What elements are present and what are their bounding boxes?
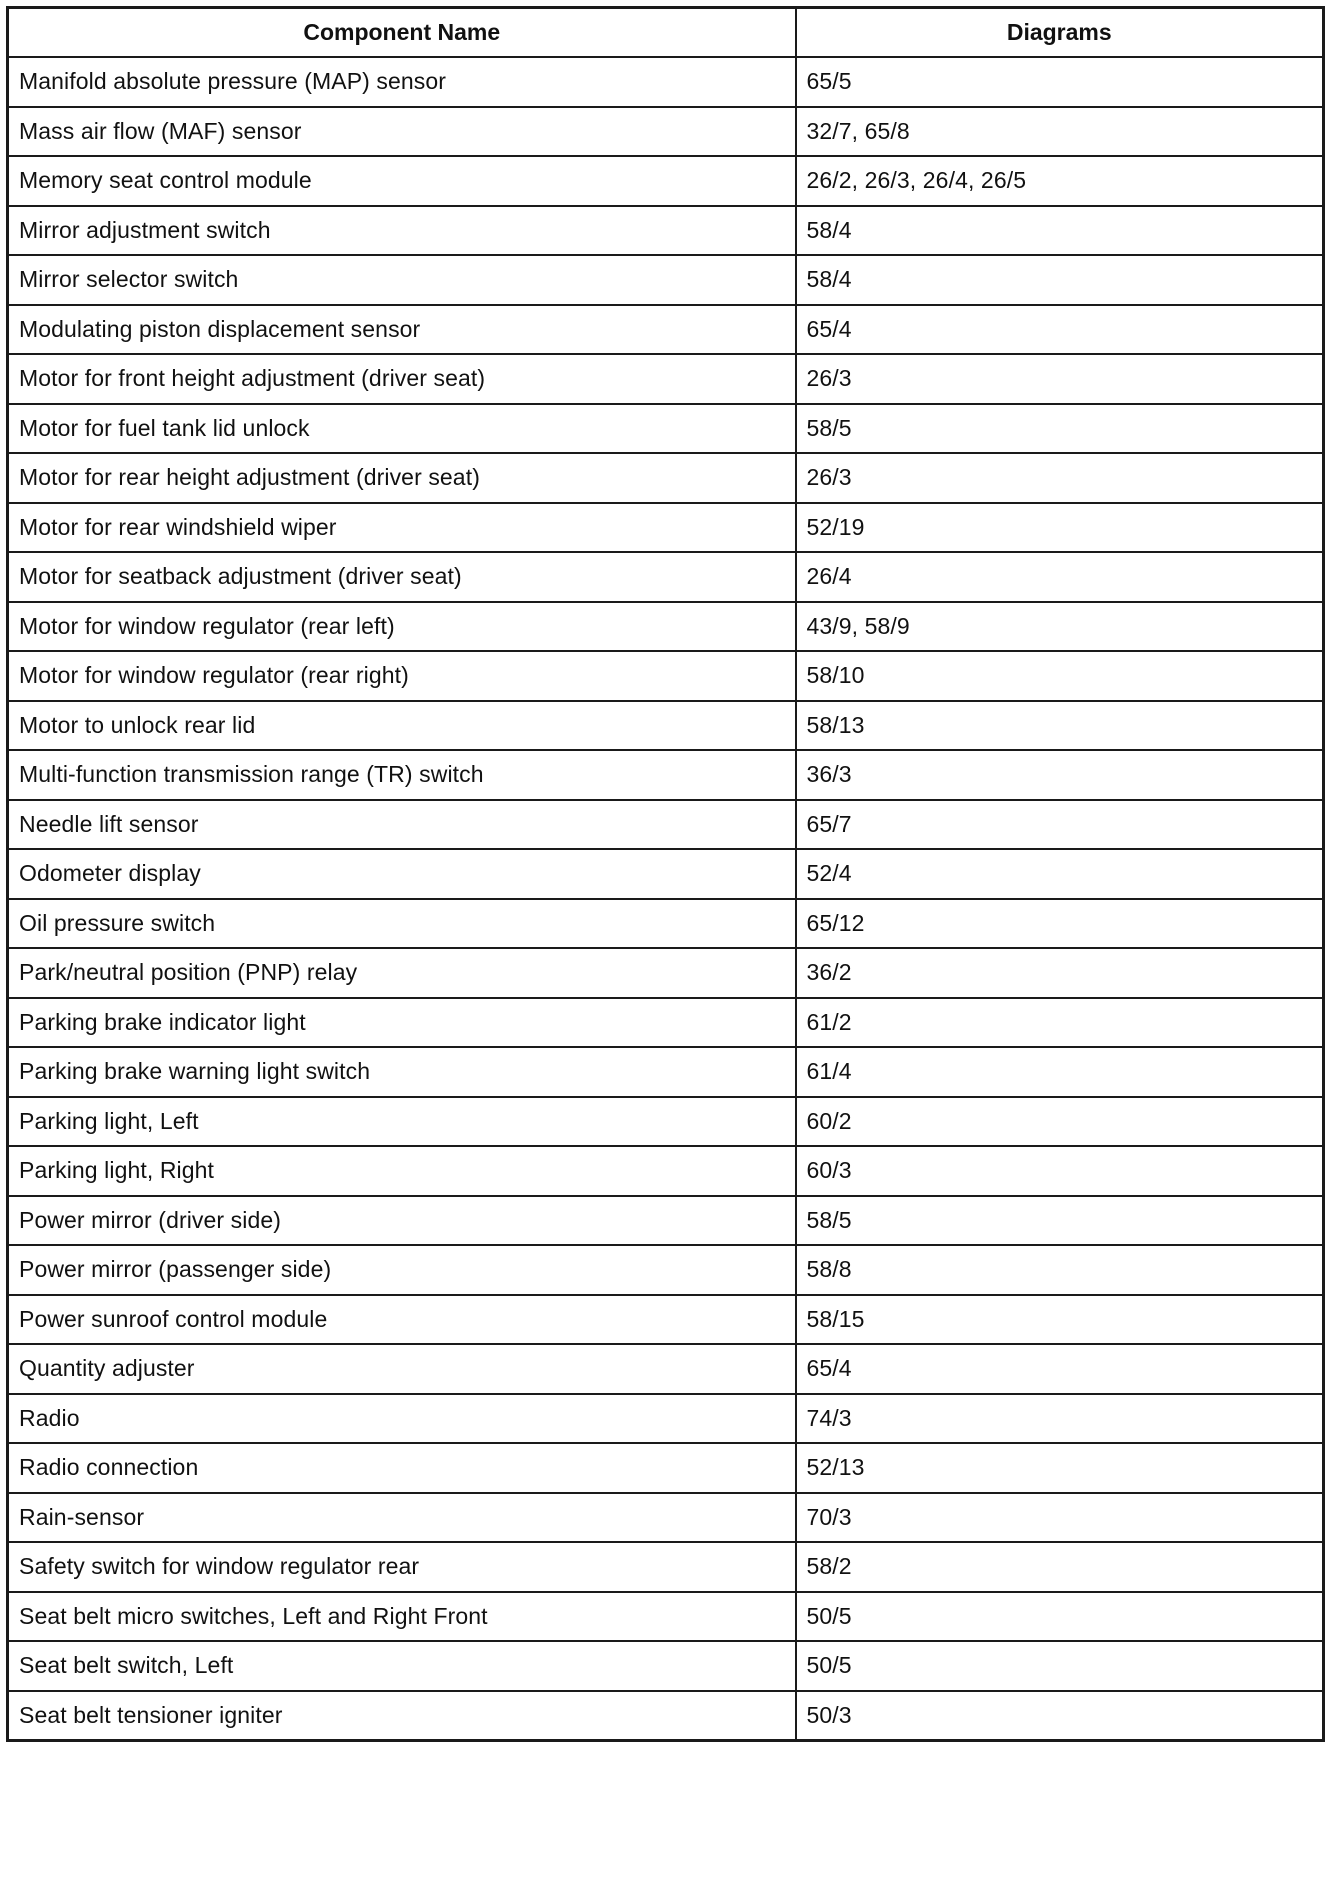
diagrams-cell: 60/3 <box>796 1146 1324 1196</box>
component-name-cell: Quantity adjuster <box>8 1344 796 1394</box>
diagrams-cell: 58/5 <box>796 404 1324 454</box>
table-row <box>8 1146 1324 1196</box>
component-name-cell: Parking light, Right <box>8 1146 796 1196</box>
diagrams-cell: 58/4 <box>796 255 1324 305</box>
diagrams-cell: 58/8 <box>796 1245 1324 1295</box>
diagrams-cell: 65/4 <box>796 305 1324 355</box>
diagrams-cell: 58/5 <box>796 1196 1324 1246</box>
component-name-cell: Multi-function transmission range (TR) switch <box>8 750 796 800</box>
diagrams-cell: 58/4 <box>796 206 1324 256</box>
component-name-cell: Motor for window regulator (rear right) <box>8 651 796 701</box>
component-name-cell: Seat belt tensioner igniter <box>8 1691 796 1741</box>
diagrams-cell: 26/4 <box>796 552 1324 602</box>
diagrams-cell: 32/7, 65/8 <box>796 107 1324 157</box>
component-name-cell: Radio connection <box>8 1443 796 1493</box>
diagrams-cell: 65/12 <box>796 899 1324 949</box>
component-name-cell: Parking brake warning light switch <box>8 1047 796 1097</box>
table-row <box>8 404 1324 454</box>
diagrams-cell: 60/2 <box>796 1097 1324 1147</box>
component-name-cell: Oil pressure switch <box>8 899 796 949</box>
diagrams-cell: 74/3 <box>796 1394 1324 1444</box>
component-name-cell: Mass air flow (MAF) sensor <box>8 107 796 157</box>
table-row <box>8 1592 1324 1642</box>
component-name-cell: Memory seat control module <box>8 156 796 206</box>
component-name-cell: Seat belt micro switches, Left and Right Front <box>8 1592 796 1642</box>
table-row <box>8 1097 1324 1147</box>
component-name-cell: Mirror adjustment switch <box>8 206 796 256</box>
component-name-cell: Manifold absolute pressure (MAP) sensor <box>8 57 796 107</box>
table-row <box>8 107 1324 157</box>
diagrams-cell: 65/7 <box>796 800 1324 850</box>
diagrams-cell: 52/19 <box>796 503 1324 553</box>
component-name-cell: Safety switch for window regulator rear <box>8 1542 796 1592</box>
table-row <box>8 1493 1324 1543</box>
table-row <box>8 503 1324 553</box>
component-name-cell: Mirror selector switch <box>8 255 796 305</box>
diagrams-cell: 36/3 <box>796 750 1324 800</box>
component-name-cell: Seat belt switch, Left <box>8 1641 796 1691</box>
header-diagrams: Diagrams <box>796 8 1324 58</box>
diagrams-cell: 58/2 <box>796 1542 1324 1592</box>
component-name-cell: Park/neutral position (PNP) relay <box>8 948 796 998</box>
component-name-cell: Rain-sensor <box>8 1493 796 1543</box>
diagrams-cell: 50/5 <box>796 1641 1324 1691</box>
table-row <box>8 1245 1324 1295</box>
component-name-cell: Power mirror (driver side) <box>8 1196 796 1246</box>
diagrams-cell: 58/15 <box>796 1295 1324 1345</box>
table-row <box>8 453 1324 503</box>
diagrams-cell: 43/9, 58/9 <box>796 602 1324 652</box>
component-name-cell: Radio <box>8 1394 796 1444</box>
table-row <box>8 1394 1324 1444</box>
diagrams-cell: 61/4 <box>796 1047 1324 1097</box>
table-header-row <box>8 8 1324 58</box>
table-row <box>8 206 1324 256</box>
component-name-cell: Motor for seatback adjustment (driver seat) <box>8 552 796 602</box>
table-row <box>8 701 1324 751</box>
diagrams-cell: 65/5 <box>796 57 1324 107</box>
component-name-cell: Motor for rear windshield wiper <box>8 503 796 553</box>
table-row <box>8 1542 1324 1592</box>
table-row <box>8 1344 1324 1394</box>
component-name-cell: Parking brake indicator light <box>8 998 796 1048</box>
component-name-cell: Motor for rear height adjustment (driver seat) <box>8 453 796 503</box>
table-row <box>8 1196 1324 1246</box>
diagrams-cell: 26/2, 26/3, 26/4, 26/5 <box>796 156 1324 206</box>
diagrams-cell: 26/3 <box>796 453 1324 503</box>
component-table-container <box>6 6 1322 1742</box>
diagrams-cell: 36/2 <box>796 948 1324 998</box>
diagrams-cell: 61/2 <box>796 998 1324 1048</box>
table-row <box>8 156 1324 206</box>
diagrams-cell: 65/4 <box>796 1344 1324 1394</box>
diagrams-cell: 50/5 <box>796 1592 1324 1642</box>
component-name-cell: Parking light, Left <box>8 1097 796 1147</box>
component-name-cell: Motor for front height adjustment (driver seat) <box>8 354 796 404</box>
component-name-cell: Motor to unlock rear lid <box>8 701 796 751</box>
diagrams-cell: 52/4 <box>796 849 1324 899</box>
component-name-cell: Needle lift sensor <box>8 800 796 850</box>
diagrams-cell: 52/13 <box>796 1443 1324 1493</box>
diagrams-cell: 70/3 <box>796 1493 1324 1543</box>
component-name-cell: Motor for fuel tank lid unlock <box>8 404 796 454</box>
component-name-cell: Odometer display <box>8 849 796 899</box>
diagrams-cell: 58/10 <box>796 651 1324 701</box>
diagrams-cell: 58/13 <box>796 701 1324 751</box>
component-name-cell: Motor for window regulator (rear left) <box>8 602 796 652</box>
table-row <box>8 1295 1324 1345</box>
table-row <box>8 1691 1324 1741</box>
table-row <box>8 899 1324 949</box>
table-row <box>8 948 1324 998</box>
table-row <box>8 1443 1324 1493</box>
diagrams-cell: 26/3 <box>796 354 1324 404</box>
table-row <box>8 800 1324 850</box>
component-name-cell: Power sunroof control module <box>8 1295 796 1345</box>
table-row <box>8 1641 1324 1691</box>
component-name-cell: Modulating piston displacement sensor <box>8 305 796 355</box>
table-body <box>8 57 1324 1740</box>
table-row <box>8 1047 1324 1097</box>
table-row <box>8 602 1324 652</box>
header-component-name: Component Name <box>8 8 796 58</box>
table-row <box>8 255 1324 305</box>
table-row <box>8 849 1324 899</box>
diagrams-cell: 50/3 <box>796 1691 1324 1741</box>
table-row <box>8 750 1324 800</box>
table-row <box>8 305 1324 355</box>
table-row <box>8 998 1324 1048</box>
component-diagram-table <box>6 6 1325 1742</box>
table-row <box>8 57 1324 107</box>
table-row <box>8 354 1324 404</box>
component-name-cell: Power mirror (passenger side) <box>8 1245 796 1295</box>
table-row <box>8 552 1324 602</box>
table-row <box>8 651 1324 701</box>
